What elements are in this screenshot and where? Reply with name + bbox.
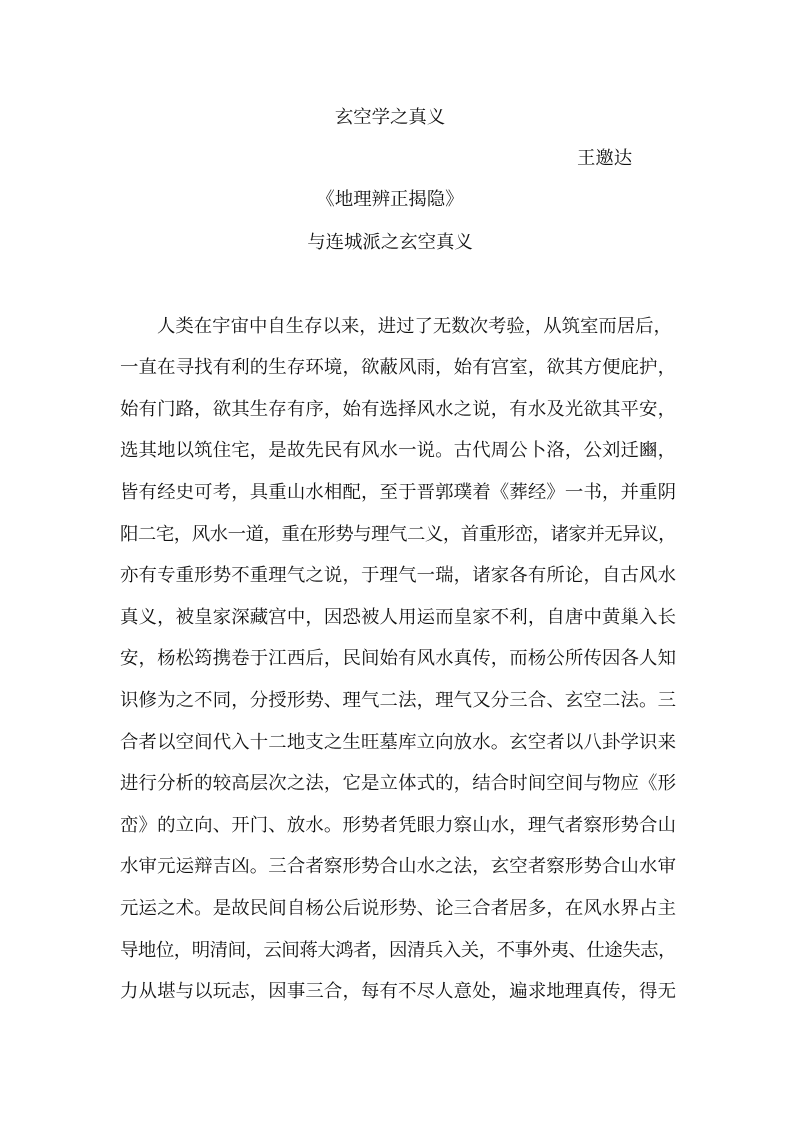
paragraph-line: 识修为之不同，分授形势、理气二法，理气又分三合、玄空二法。三 <box>120 689 676 711</box>
paragraph-line: 峦》的立向、开门、放水。形势者凭眼力察山水，理气者察形势合山 <box>120 814 676 836</box>
paragraph-line: 合者以空间代入十二地支之生旺墓库立向放水。玄空者以八卦学识来 <box>120 731 676 753</box>
paragraph-line: 进行分析的较高层次之法，它是立体式的，结合时间空间与物应《形 <box>120 773 676 795</box>
paragraph-line: 皆有经史可考，具重山水相配，至于晋郭璞着《葬经》一书，并重阴 <box>120 481 676 503</box>
paragraph-line: 亦有专重形势不重理气之说，于理气一瑞，诸家各有所论，自古风水 <box>120 565 676 587</box>
book-title: 《地理辨正揭隐》 <box>316 189 464 210</box>
paragraph-line: 元运之术。是故民间自杨公后说形势、论三合者居多，在风水界占主 <box>120 897 676 919</box>
paragraph-line: 选其地以筑住宅，是故先民有风水一说。古代周公卜洛，公刘迁豳， <box>120 440 676 462</box>
paragraph-line: 一直在寻找有利的生存环境，欲蔽风雨，始有宫室，欲其方便庇护， <box>120 357 676 379</box>
paragraph-line: 始有门路，欲其生存有序，始有选择风水之说，有水及光欲其平安， <box>120 398 676 420</box>
paragraph-line: 水审元运辩吉凶。三合者察形势合山水之法，玄空者察形势合山水审 <box>120 856 676 878</box>
paragraph-line: 力从堪与以玩志，因事三合，每有不尽人意处，遍求地理真传，得无 <box>120 981 676 1003</box>
document-subtitle: 与连城派之玄空真义 <box>307 231 473 253</box>
paragraph-line: 真义，被皇家深藏宫中，因恐被人用运而皇家不利，自唐中黄巢入长 <box>120 606 676 628</box>
paragraph-line: 人类在宇宙中自生存以来，进过了无数次考验，从筑室而居后， <box>157 315 672 337</box>
paragraph-line: 安，杨松筠携卷于江西后，民间始有风水真传，而杨公所传因各人知 <box>120 648 676 670</box>
paragraph-line: 导地位，明清间，云间蒋大鸿者，因清兵入关，不事外夷、仕途失志， <box>120 939 676 961</box>
document-title: 玄空学之真义 <box>334 107 446 128</box>
paragraph-line: 阳二宅，风水一道，重在形势与理气二义，首重形峦，诸家并无异议， <box>120 523 676 545</box>
author-name: 王邀达 <box>577 147 633 169</box>
